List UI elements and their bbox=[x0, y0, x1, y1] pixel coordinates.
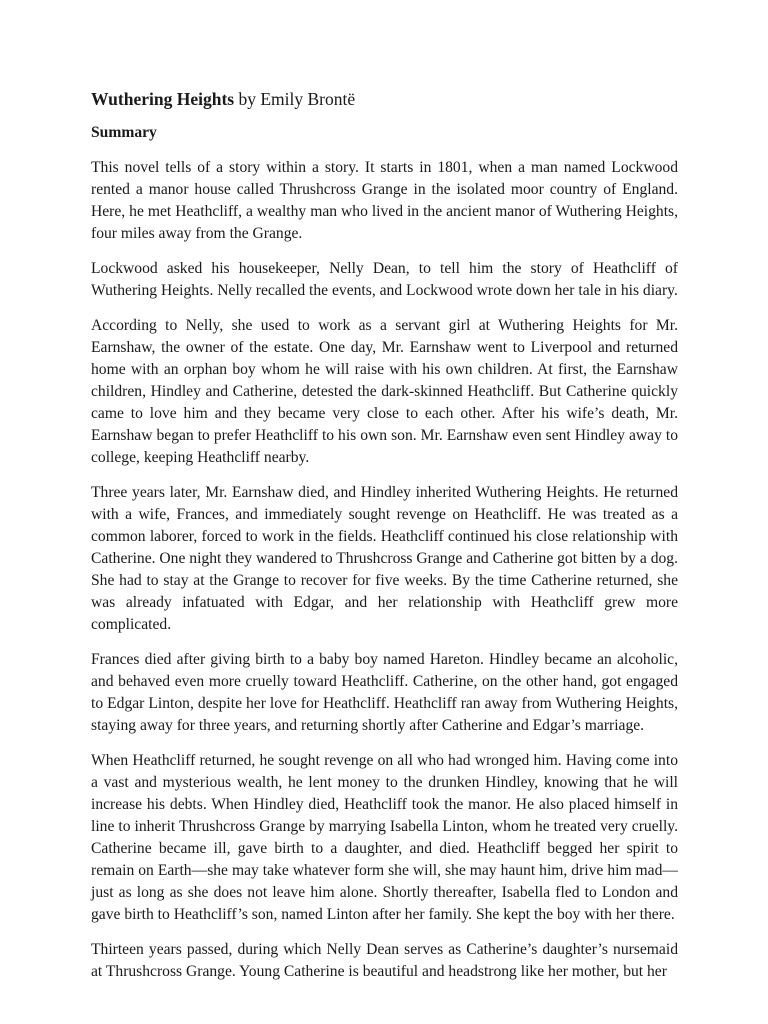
section-heading: Summary bbox=[91, 124, 157, 141]
paragraph-5: Frances died after giving birth to a baby boy named Hareton. Hindley became an alcoholic, and behaved even more cruelly toward Heathcliff. Catherine, on the other hand, got engaged to Edgar Linton, despite her love for Heathcliff. Heathcliff ran away from Wuthering Heights, staying away for three years, and returning shortly after Catherine and Edgar’s marriage. bbox=[91, 651, 678, 734]
document-title-line bbox=[91, 86, 678, 112]
document-page bbox=[91, 86, 678, 996]
paragraph-4: Three years later, Mr. Earnshaw died, and Hindley inherited Wuthering Heights. He returned with a wife, Frances, and immediately sought revenge on Heathcliff. He was treated as a common laborer, forced to work in the fields. Heathcliff continued his close relationship with Catherine. One night they wandered to Thrushcross Grange and Catherine got bitten by a dog. She had to stay at the Grange to recover for five weeks. By the time Catherine returned, she was already infatuated with Edgar, and her relationship with Heathcliff grew more complicated. bbox=[91, 484, 678, 633]
paragraph-2: Lockwood asked his housekeeper, Nelly Dean, to tell him the story of Heathcliff of Wuthering Heights. Nelly recalled the events, and Lockwood wrote down her tale in his diary. bbox=[91, 260, 678, 299]
paragraph-7: Thirteen years passed, during which Nelly Dean serves as Catherine’s daughter’s nursemaid at Thrushcross Grange. Young Catherine is beautiful and headstrong like her mother, but her bbox=[91, 941, 678, 980]
book-title: Wuthering Heights bbox=[91, 89, 235, 109]
paragraph-3: According to Nelly, she used to work as a servant girl at Wuthering Heights for Mr. Earnshaw, the owner of the estate. One day, Mr. Earnshaw went to Liverpool and returned home with an orphan boy whom he will raise with his own children. At first, the Earnshaw children, Hindley and Catherine, detested the dark-skinned Heathcliff. But Catherine quickly came to love him and they became very close to each other. After his wife’s death, Mr. Earnshaw began to prefer Heathcliff to his own son. Mr. Earnshaw even sent Hindley away to college, keeping Heathcliff nearby. bbox=[91, 317, 678, 466]
paragraph-6: When Heathcliff returned, he sought revenge on all who had wronged him. Having come into a vast and mysterious wealth, he lent money to the drunken Hindley, knowing that he will increase his debts. When Hindley died, Heathcliff took the manor. He also placed himself in line to inherit Thrushcross Grange by marrying Isabella Linton, whom he treated very cruelly. Catherine became ill, gave birth to a daughter, and died. Heathcliff begged her spirit to remain on Earth—she may take whatever form she will, she may haunt him, drive him mad—just as long as she does not leave him alone. Shortly thereafter, Isabella fled to London and gave birth to Heathcliff’s son, named Linton after her family. She kept the boy with her there. bbox=[91, 752, 678, 923]
author-byline: by Emily Brontë bbox=[234, 89, 356, 109]
paragraph-1: This novel tells of a story within a story. It starts in 1801, when a man named Lockwood rented a manor house called Thrushcross Grange in the isolated moor country of England. Here, he met Heathcliff, a wealthy man who lived in the ancient manor of Wuthering Heights, four miles away from the Grange. bbox=[91, 159, 678, 242]
